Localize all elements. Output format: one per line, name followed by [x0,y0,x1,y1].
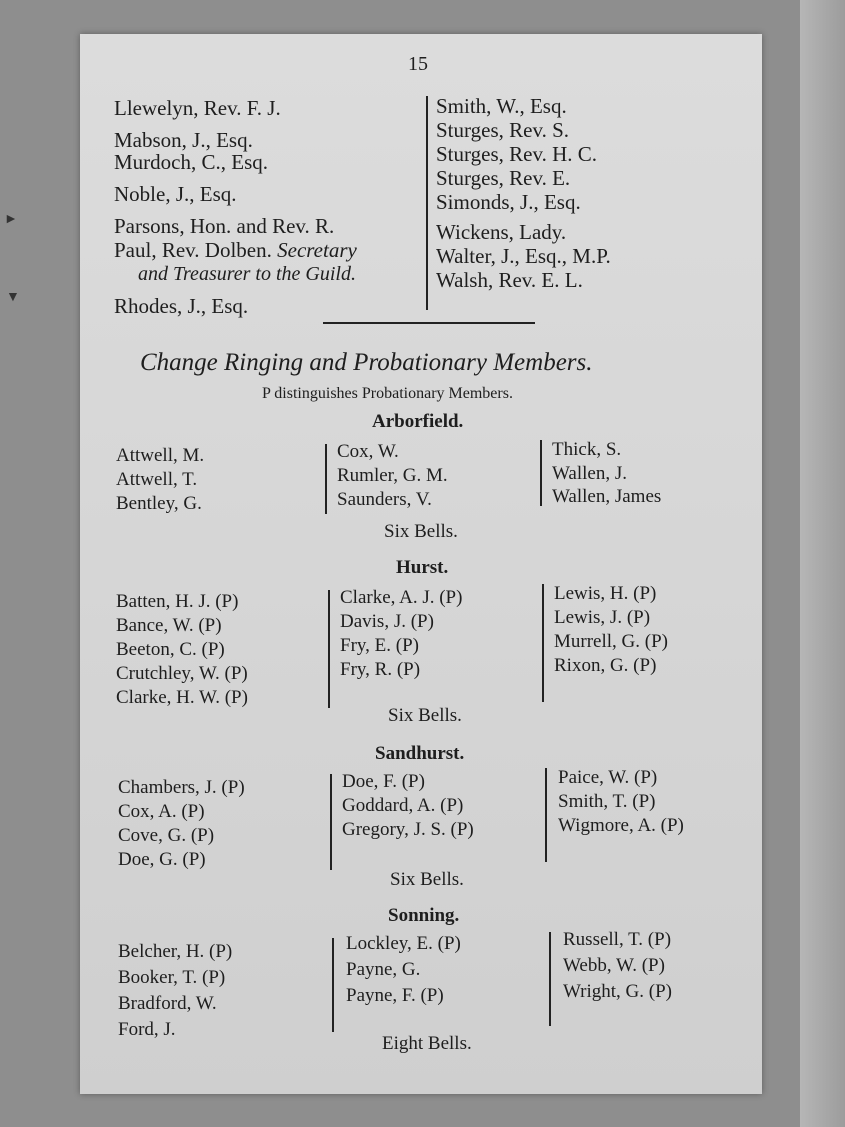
ringer-entry: Beeton, C. (P) [116,639,225,660]
member-entry: Walter, J., Esq., M.P. [436,244,611,268]
column-rule [325,444,327,514]
ringer-entry: Attwell, M. [116,445,205,466]
ringer-entry: Russell, T. (P) [563,929,672,950]
member-entry: Sturges, Rev. S. [436,118,570,142]
ringer-entry: Payne, F. (P) [346,985,444,1006]
ringer-entry: Fry, R. (P) [340,659,421,680]
ringer-entry: Rixon, G. (P) [554,655,657,676]
member-entry [114,240,357,261]
section-title: Change Ringing and Probationary Members. [140,349,593,376]
column-rule [545,768,547,862]
ringer-entry: Attwell, T. [116,469,198,490]
ringer-entry: Wright, G. (P) [563,981,672,1002]
column-rule [549,932,551,1026]
member-role: Secretary [277,238,357,262]
ringer-entry: Lockley, E. (P) [346,933,461,954]
ringer-entry: Doe, G. (P) [118,849,206,870]
member-entry: Sturges, Rev. H. C. [436,142,598,166]
column-rule [540,440,542,506]
member-name: Paul, Rev. Dolben. [114,238,272,262]
ringer-entry: Wallen, J. [552,463,627,484]
ringer-entry: Doe, F. (P) [342,771,425,792]
page-number: 15 [408,53,428,75]
ringer-entry: Paice, W. (P) [558,767,658,788]
ringer-entry: Batten, H. J. (P) [116,591,239,612]
tower-bells: Six Bells. [388,705,462,726]
ringer-entry: Wigmore, A. (P) [558,815,684,836]
ringer-entry: Thick, S. [552,439,622,460]
ringer-entry: Ford, J. [118,1019,176,1040]
ringer-entry: Murrell, G. (P) [554,631,668,652]
ringer-entry: Saunders, V. [337,489,432,510]
ringer-entry: Clarke, H. W. (P) [116,687,248,708]
ringer-entry: Belcher, H. (P) [118,941,233,962]
ringer-entry: Cox, W. [337,441,399,462]
tower-name: Sonning. [388,905,460,926]
member-entry: Sturges, Rev. E. [436,166,571,190]
book-spine-edge [800,0,845,1127]
ringer-entry: Goddard, A. (P) [342,795,464,816]
section-divider [323,322,535,324]
tower-bells: Six Bells. [384,521,458,542]
tower-name: Arborfield. [372,411,464,432]
margin-mark: ▼ [6,290,20,305]
ringer-entry: Lewis, H. (P) [554,583,657,604]
ringer-entry: Wallen, James [552,486,662,507]
ringer-entry: Fry, E. (P) [340,635,419,656]
member-entry: Rhodes, J., Esq. [114,294,249,318]
ringer-entry: Smith, T. (P) [558,791,656,812]
column-rule [328,590,330,708]
tower-bells: Six Bells. [390,869,464,890]
tower-name: Hurst. [396,557,449,578]
ringer-entry: Crutchley, W. (P) [116,663,248,684]
member-entry: Smith, W., Esq. [436,94,567,118]
column-rule [542,584,544,702]
ringer-entry: Davis, J. (P) [340,611,434,632]
ringer-entry: Cox, A. (P) [118,801,205,822]
member-entry: Murdoch, C., Esq. [114,150,268,174]
ringer-entry: Gregory, J. S. (P) [342,819,474,840]
tower-name: Sandhurst. [375,743,465,764]
member-entry: Noble, J., Esq. [114,182,237,206]
ringer-entry: Bentley, G. [116,493,202,514]
margin-mark: ► [4,212,18,227]
member-entry: Wickens, Lady. [436,220,567,244]
column-rule [332,938,334,1032]
member-entry: Parsons, Hon. and Rev. R. [114,214,335,238]
ringer-entry: Webb, W. (P) [563,955,665,976]
ringer-entry: Bradford, W. [118,993,217,1014]
member-entry: Mabson, J., Esq. [114,128,253,152]
member-role: and Treasurer to the Guild. [138,263,356,285]
ringer-entry: Bance, W. (P) [116,615,222,636]
ringer-entry: Chambers, J. (P) [118,777,245,798]
section-note: P distinguishes Probationary Members. [262,385,513,402]
ringer-entry: Booker, T. (P) [118,967,226,988]
member-entry: Llewelyn, Rev. F. J. [114,96,281,120]
member-entry: Simonds, J., Esq. [436,190,581,214]
tower-bells: Eight Bells. [382,1033,472,1054]
ringer-entry: Payne, G. [346,959,421,980]
member-entry: Walsh, Rev. E. L. [436,268,583,292]
ringer-entry: Lewis, J. (P) [554,607,651,628]
ringer-entry: Cove, G. (P) [118,825,215,846]
ringer-entry: Rumler, G. M. [337,465,448,486]
ringer-entry: Clarke, A. J. (P) [340,587,463,608]
column-rule [426,96,428,310]
column-rule [330,774,332,870]
